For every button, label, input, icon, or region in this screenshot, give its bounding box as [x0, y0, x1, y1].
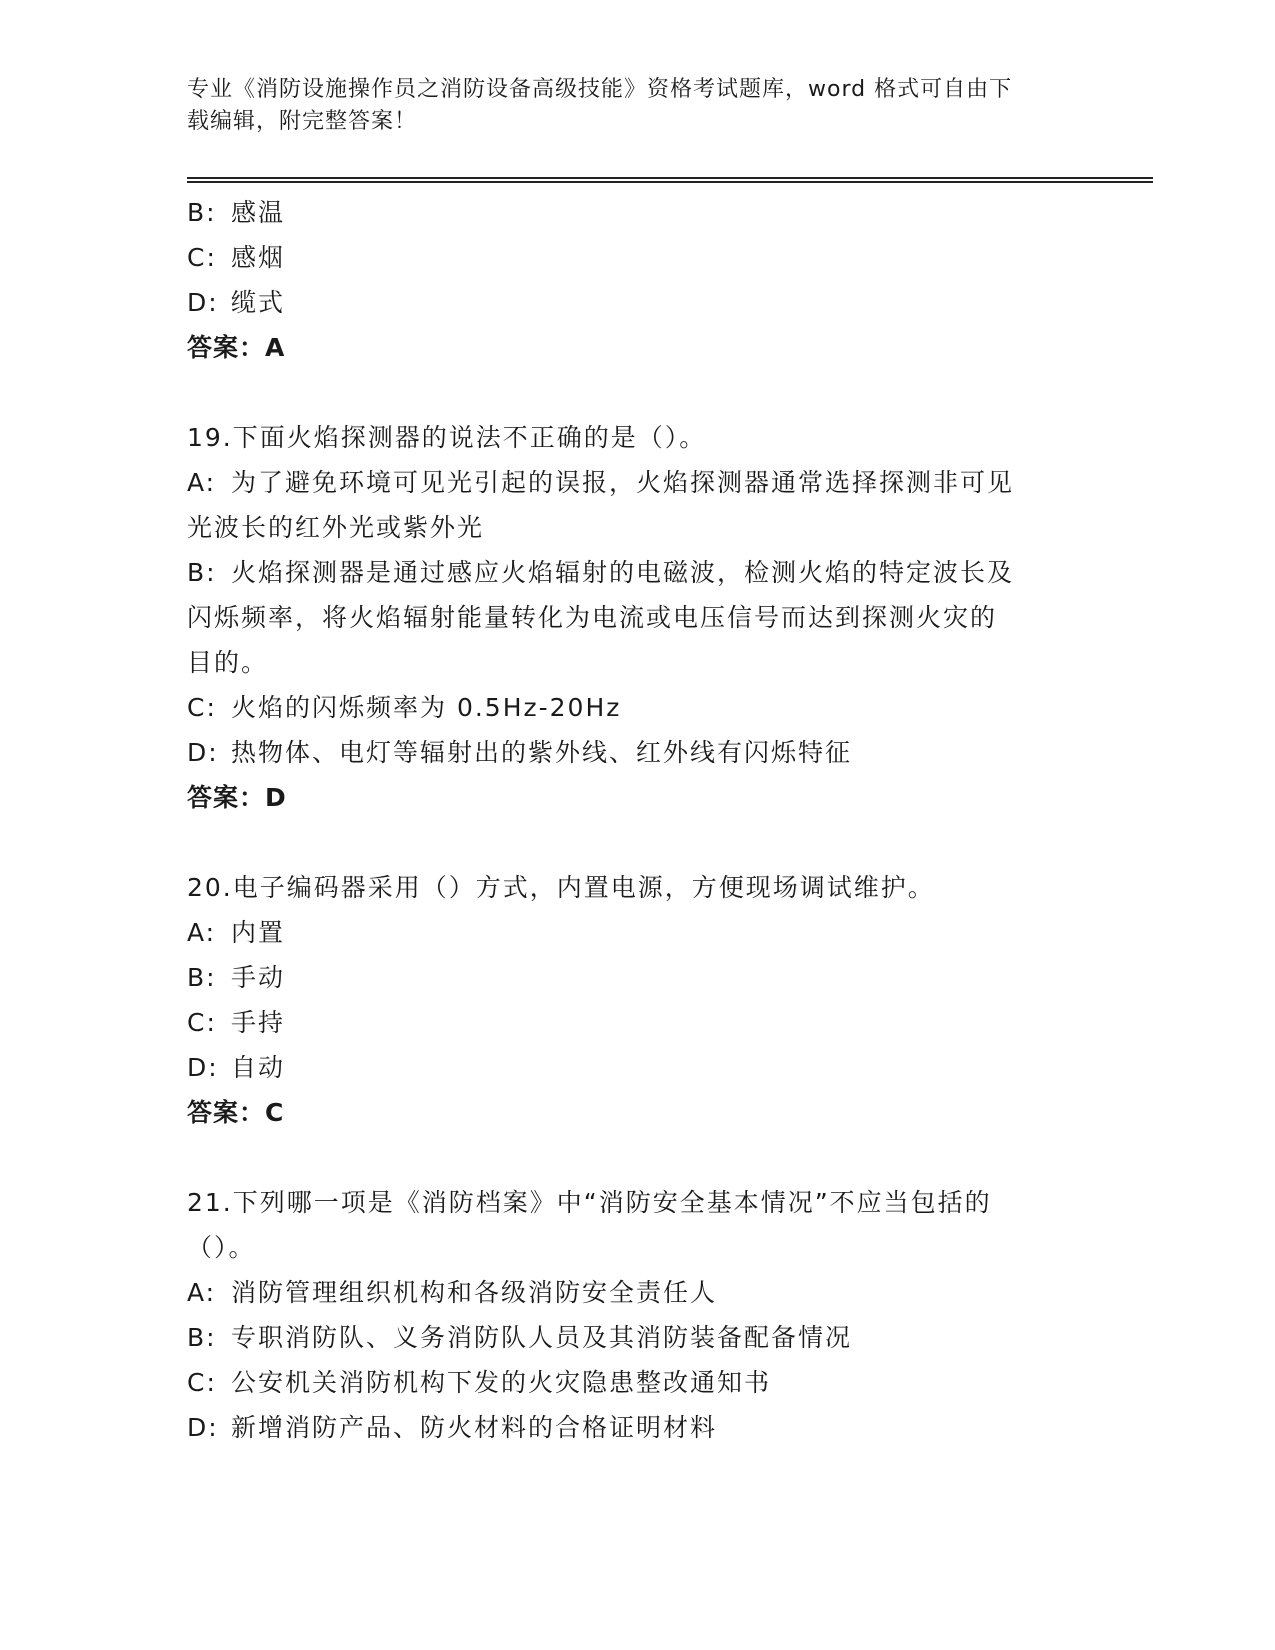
answer-line: 答案：C	[187, 1098, 285, 1127]
option-text: 火焰探测器是通过感应火焰辐射的电磁波，检测火焰的特定波长及	[231, 558, 1015, 587]
option-label: B:	[187, 558, 217, 587]
option-line	[187, 235, 1067, 280]
option-line	[187, 1045, 1067, 1090]
option-label: C:	[187, 1368, 217, 1397]
option-text: 感烟	[231, 243, 286, 272]
option-text: 热物体、电灯等辐射出的紫外线、红外线有闪烁特征	[231, 738, 853, 767]
option-text: 内置	[231, 918, 286, 947]
question-stem: 19.下面火焰探测器的说法不正确的是（）。	[187, 423, 707, 452]
option-label: D:	[187, 288, 219, 317]
answer-line: 答案：D	[187, 783, 287, 812]
option-label: A:	[187, 1278, 217, 1307]
option-label: C:	[187, 1008, 217, 1037]
question-fragment	[187, 190, 1067, 370]
option-label: D:	[187, 1413, 219, 1442]
option-label: D:	[187, 1053, 219, 1082]
option-text: 自动	[231, 1053, 286, 1082]
option-label: A:	[187, 468, 217, 497]
option-line	[187, 1405, 1067, 1450]
question-stem-continuation: （）。	[187, 1233, 256, 1262]
option-line	[187, 280, 1067, 325]
option-line	[187, 1360, 1067, 1405]
header-line-2: 载编辑，附完整答案！	[187, 109, 418, 134]
option-text: 新增消防产品、防火材料的合格证明材料	[231, 1413, 718, 1442]
option-label: B:	[187, 1323, 217, 1352]
option-text: 缆式	[231, 288, 286, 317]
option-line	[187, 1000, 1067, 1045]
option-label: D:	[187, 738, 219, 767]
question-block	[187, 415, 1067, 820]
option-label: C:	[187, 243, 217, 272]
option-line	[187, 730, 1067, 775]
question-content	[187, 190, 1067, 1450]
option-text: 为了避免环境可见光引起的误报，火焰探测器通常选择探测非可见	[231, 468, 1015, 497]
option-line	[187, 1315, 1067, 1360]
answer-line: 答案：A	[187, 333, 286, 362]
option-text: 手动	[231, 963, 286, 992]
option-continuation: 目的。	[187, 648, 269, 677]
option-line	[187, 550, 1067, 595]
option-line	[187, 955, 1067, 1000]
option-text: 公安机关消防机构下发的火灾隐患整改通知书	[231, 1368, 772, 1397]
question-block	[187, 865, 1067, 1135]
question-stem: 21.下列哪一项是《消防档案》中“消防安全基本情况”不应当包括的	[187, 1188, 992, 1217]
option-label: B:	[187, 963, 217, 992]
option-text: 专职消防队、义务消防队人员及其消防装备配备情况	[231, 1323, 853, 1352]
header-rule-top	[187, 177, 1153, 179]
option-line	[187, 460, 1067, 505]
option-continuation: 光波长的红外光或紫外光	[187, 513, 485, 542]
option-line	[187, 190, 1067, 235]
question-block	[187, 1180, 1067, 1450]
option-text: 感温	[231, 198, 286, 227]
option-line	[187, 1270, 1067, 1315]
option-continuation: 闪烁频率，将火焰辐射能量转化为电流或电压信号而达到探测火灾的	[187, 603, 998, 632]
header-line-1: 专业《消防设施操作员之消防设备高级技能》资格考试题库，word 格式可自由下	[187, 77, 1013, 102]
header-rule-bottom	[187, 181, 1153, 183]
option-text: 手持	[231, 1008, 286, 1037]
option-line	[187, 910, 1067, 955]
option-text: 火焰的闪烁频率为 0.5Hz-20Hz	[231, 693, 622, 722]
option-line	[187, 685, 1067, 730]
question-stem: 20.电子编码器采用（）方式，内置电源，方便现场调试维护。	[187, 873, 935, 902]
option-label: B:	[187, 198, 217, 227]
option-label: C:	[187, 693, 217, 722]
option-text: 消防管理组织机构和各级消防安全责任人	[231, 1278, 718, 1307]
option-label: A:	[187, 918, 217, 947]
document-header	[187, 74, 1087, 138]
